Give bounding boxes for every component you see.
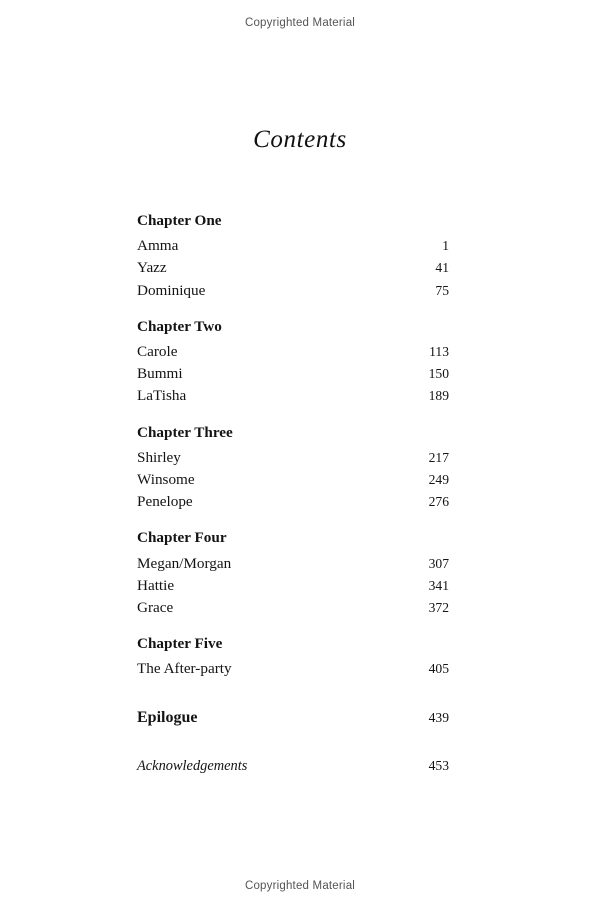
toc-entry-page: 249 [428,472,449,488]
toc-chapter-heading [137,530,449,545]
toc-entry-label: Bummi [137,365,183,383]
toc-chapter-label: Chapter Two [137,317,222,335]
toc-entry-label: Amma [137,237,179,255]
toc-entry-page: 307 [428,555,449,571]
toc-entry-label: Penelope [137,493,193,511]
toc-entry [137,388,449,403]
section-spacer [137,747,449,759]
toc-entry-label: Megan/Morgan [137,554,232,572]
toc-entry-page: 276 [428,494,449,510]
toc-entry-page: 41 [435,260,449,276]
toc-entry [137,578,449,593]
toc-entry-page: 405 [428,661,449,677]
toc-entry-label: Grace [137,599,174,617]
toc-chapter-heading [137,636,449,651]
table-of-contents [137,213,449,773]
toc-group [137,636,449,676]
section-spacer [137,698,449,710]
toc-entry-page: 372 [428,600,449,616]
toc-entry-page: 75 [435,282,449,298]
toc-entry [137,366,449,381]
toc-entry [137,344,449,359]
toc-entry [137,661,449,676]
toc-acknowledgements-page: 453 [428,757,449,773]
toc-entry-page: 217 [428,449,449,465]
toc-entry-label: LaTisha [137,387,187,405]
toc-entry-label: Carole [137,343,178,361]
toc-entry-page: 1 [442,238,449,254]
toc-entry [137,494,449,509]
toc-entry [137,472,449,487]
toc-group [137,213,449,298]
toc-epilogue-page: 439 [428,709,449,725]
toc-chapter-heading [137,425,449,440]
toc-chapter-heading [137,213,449,228]
toc-group-epilogue [137,710,449,726]
toc-entry-label: Winsome [137,471,195,489]
toc-entry [137,556,449,571]
toc-entry-label: Hattie [137,576,175,594]
copyright-watermark-top: Copyrighted Material [244,17,356,29]
toc-entry-page: 150 [428,366,449,382]
toc-entry-page: 341 [428,577,449,593]
toc-entry [137,260,449,275]
toc-group [137,319,449,404]
toc-group [137,530,449,615]
toc-entry-label: Shirley [137,448,181,466]
toc-entry [137,600,449,615]
toc-entry-label: The After-party [137,660,232,678]
toc-epilogue-row [137,710,449,726]
toc-chapter-label: Chapter Three [137,423,233,441]
toc-chapter-label: Chapter One [137,212,222,229]
toc-acknowledgements-label: Acknowledgements [137,757,248,774]
toc-chapter-label: Chapter Four [137,529,227,547]
toc-epilogue-label: Epilogue [137,708,198,726]
page-title: Contents [253,126,347,153]
toc-entry-page: 189 [428,388,449,404]
toc-group-acknowledgements [137,759,449,773]
toc-entry-page: 113 [429,344,449,360]
toc-entry [137,238,449,253]
toc-entry-label: Yazz [137,259,167,277]
toc-entry [137,450,449,465]
toc-acknowledgements-row [137,759,449,773]
toc-entry [137,283,449,298]
toc-chapter-heading [137,319,449,334]
copyright-watermark-bottom: Copyrighted Material [244,880,356,892]
toc-chapter-label: Chapter Five [137,635,223,653]
toc-entry-label: Dominique [137,281,206,299]
toc-group [137,425,449,510]
